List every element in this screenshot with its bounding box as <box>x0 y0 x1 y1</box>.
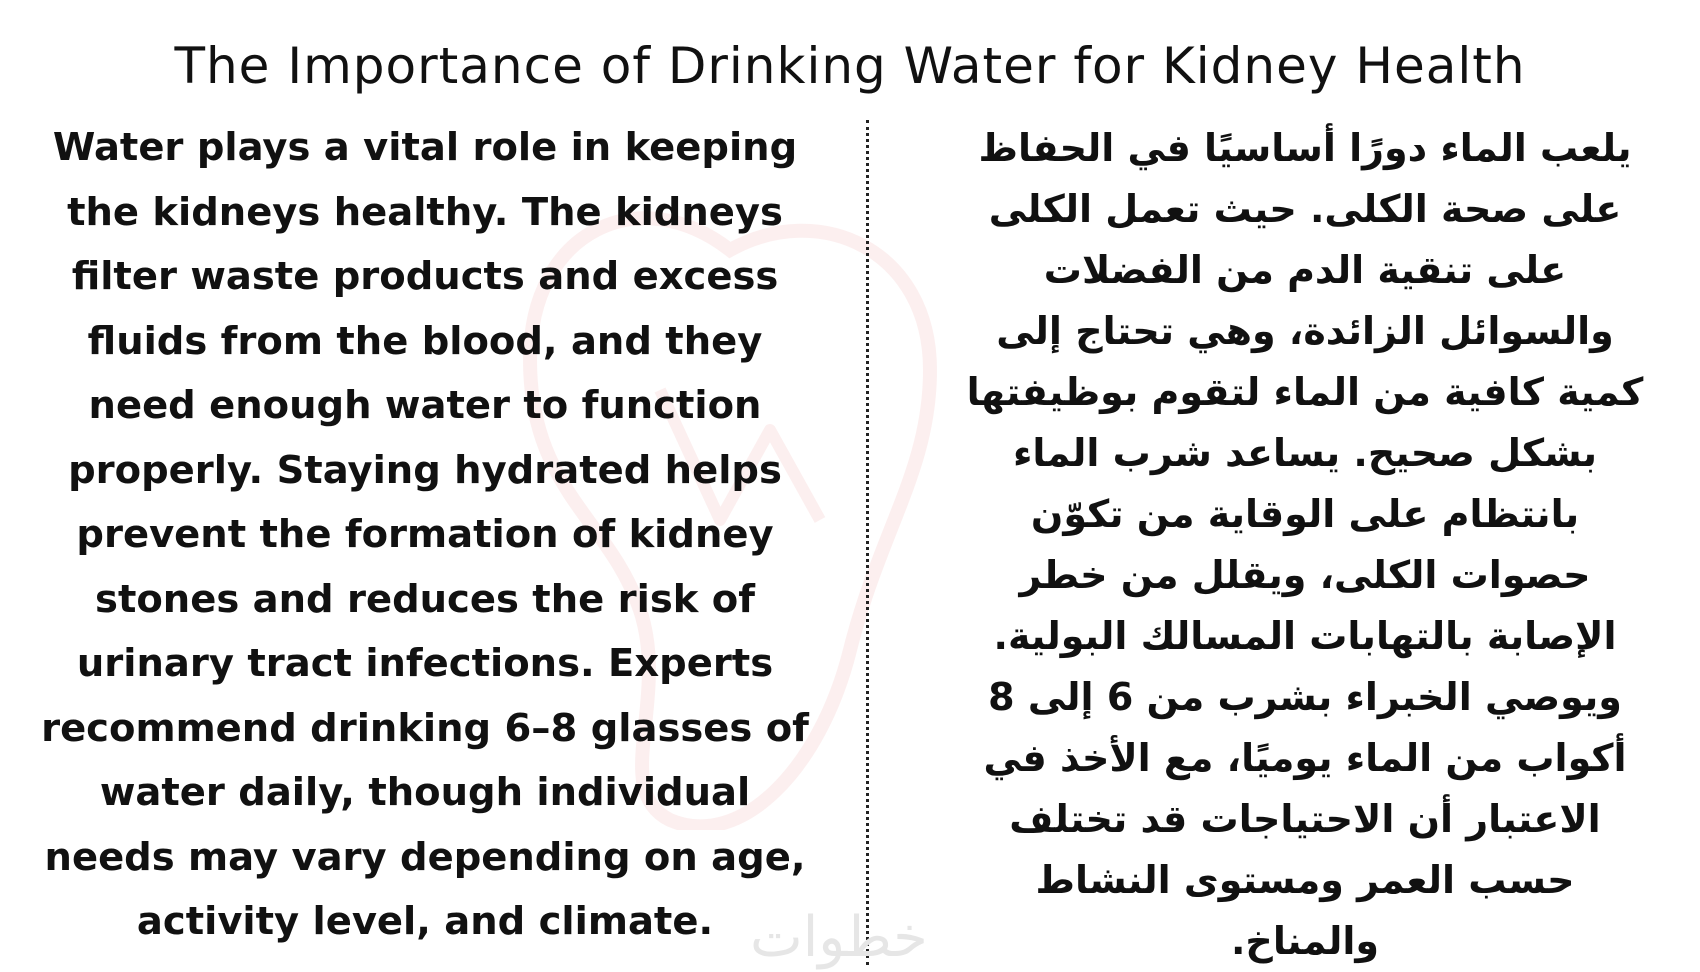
column-divider <box>866 120 869 965</box>
arabic-paragraph: يلعب الماء دورًا أساسيًا في الحفاظ على صحة الكلى. حيث تعمل الكلى على تنقية الدم من الفضلات والسوائل الزائدة، وهي تحتاج إلى كمية كافية من الماء لتقوم بوظيفتها بشكل صحيح. يساعد شرب الماء بانتظام على الوقاية من تكوّن حصوات الكلى، ويقلل من خطر الإصابة بالتهابات المسالك البولية. ويوصي الخبراء بشرب من 6 إلى 8 أكواب من الماء يوميًا، مع الأخذ في الاعتبار أن الاحتياجات قد تختلف حسب العمر ومستوى النشاط والمناخ. <box>966 126 1644 963</box>
english-paragraph: Water plays a vital role in keeping the kidneys healthy. The kidneys filter waste products and excess fluids from the blood, and they need enough water to function properly. Staying hydrated helps prevent the formation of kidney stones and reduces the risk of urinary tract infections. Experts recommend drinking 6–8 glasses of water daily, though individual needs may vary depending on age, activity level, and climate. <box>41 125 809 944</box>
page-title: The Importance of Drinking Water for Kidney Health <box>174 37 1526 95</box>
brand-logo-watermark: خطوات <box>750 905 928 970</box>
